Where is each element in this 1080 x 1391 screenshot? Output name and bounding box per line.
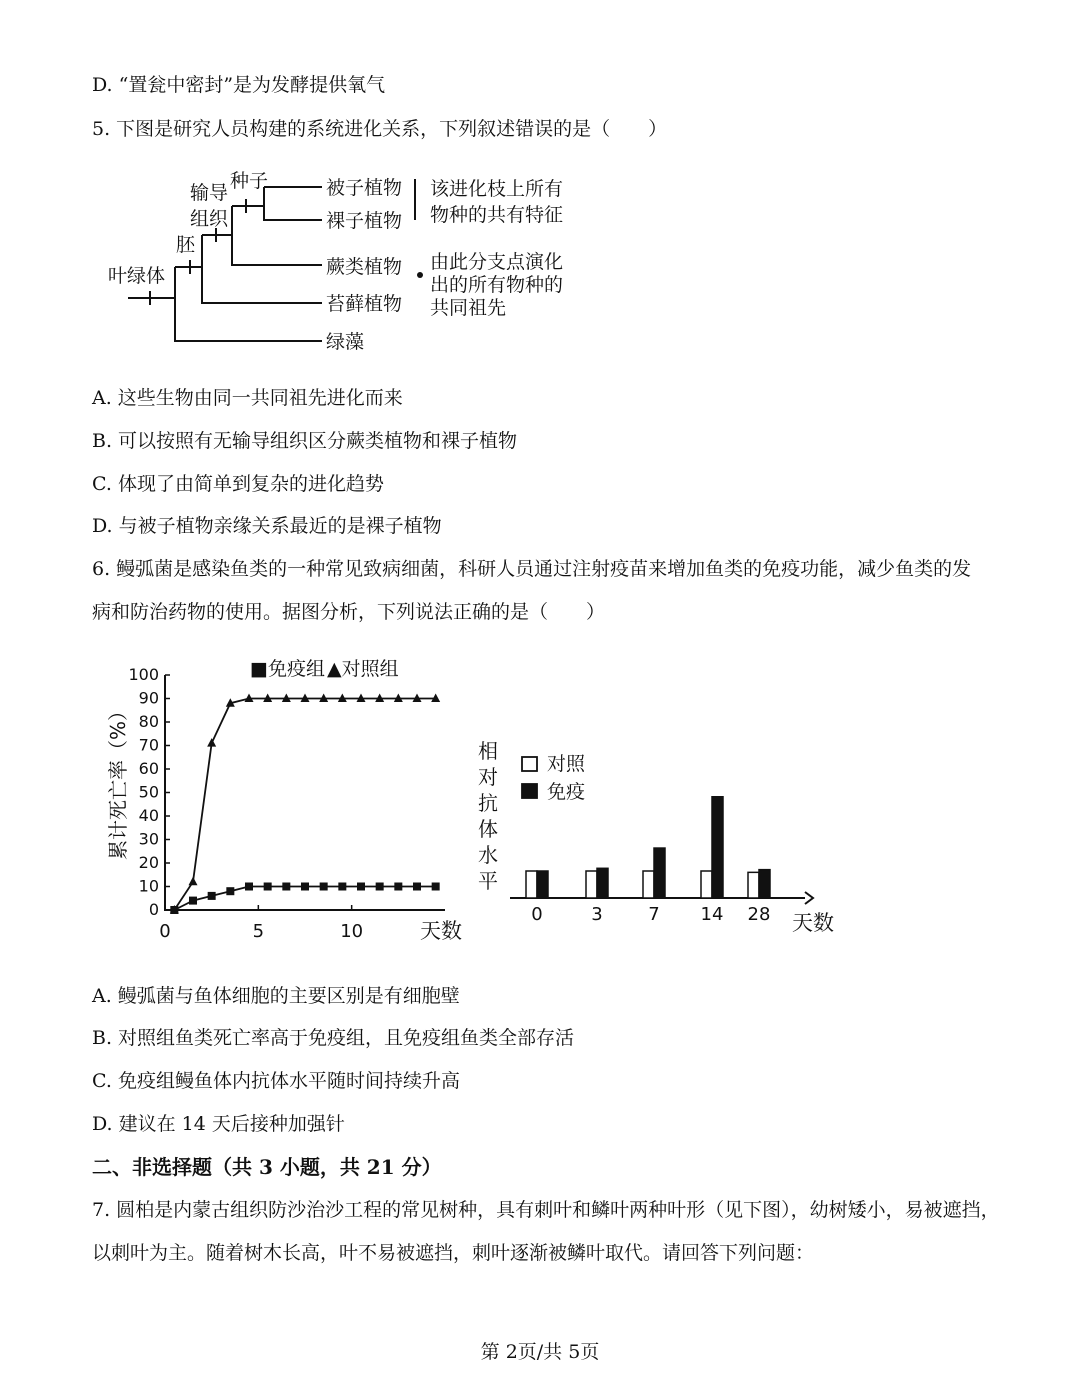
immune-bar <box>759 870 770 898</box>
taxon-green-algae: 绿藻 <box>326 331 365 353</box>
q6-option-c: C. 免疫组鳗鱼体内抗体水平随时间持续升高 <box>92 1070 460 1092</box>
immune-data-point <box>226 887 234 895</box>
bar-x-tick-label: 14 <box>700 904 724 925</box>
previous-option-d: D. “置瓮中密封”是为发酵提供氧气 <box>92 74 386 96</box>
immune-data-point <box>394 883 402 891</box>
immune-data-point <box>282 883 290 891</box>
control-bar <box>586 871 597 898</box>
y-tick-label: 30 <box>138 829 159 849</box>
immune-data-point <box>320 883 328 891</box>
series-line-triangle <box>174 699 435 911</box>
q5-option-a: A. 这些生物由同一共同祖先进化而来 <box>92 387 403 409</box>
immune-data-point <box>245 883 253 891</box>
bar-x-tick-label: 28 <box>747 904 771 925</box>
control-data-point <box>189 877 198 886</box>
control-bar <box>748 872 759 898</box>
bar-ylabel-char: 抗 <box>478 791 498 815</box>
note-ancestor-2: 出的所有物种的 <box>430 274 564 296</box>
bar-legend-control-swatch <box>522 757 537 771</box>
line-chart-xlabel: 天数 <box>420 919 462 943</box>
y-tick-label: 80 <box>138 712 159 731</box>
question-7-line-2: 以刺叶为主。随着树木长高，叶不易被遮挡，刺叶逐渐被鳞叶取代。请回答下列问题： <box>92 1242 815 1264</box>
note-shared-trait-1: 该进化枝上所有 <box>430 178 564 200</box>
control-bar <box>526 871 537 898</box>
trait-label-conduct-1: 输导 <box>190 182 229 204</box>
control-bar <box>701 871 712 898</box>
bar-x-tick-label: 0 <box>531 904 543 925</box>
line-chart-ylabel: 累计死亡率（%） <box>106 700 130 860</box>
bar-x-tick-label: 3 <box>591 904 603 925</box>
phylogenetic-tree-diagram <box>100 165 600 360</box>
immune-bar <box>597 868 608 898</box>
immune-data-point <box>208 892 216 900</box>
bar-chart-xlabel: 天数 <box>792 911 834 935</box>
immune-data-point <box>357 883 365 891</box>
immune-data-point <box>376 883 384 891</box>
y-tick-label: 40 <box>138 806 159 825</box>
immune-bar <box>654 848 665 898</box>
y-tick-label: 10 <box>138 876 159 896</box>
y-tick-label: 90 <box>138 688 159 708</box>
section-2-heading: 二、非选择题（共 3 小题，共 21 分） <box>92 1155 442 1179</box>
x-tick-label: 10 <box>340 921 364 942</box>
bar-ylabel-char: 水 <box>478 843 498 867</box>
immune-data-point <box>338 883 346 891</box>
line-chart-legend-immune: ■免疫组 <box>250 658 325 680</box>
taxon-angiosperm: 被子植物 <box>326 177 403 199</box>
note-shared-trait-2: 物种的共有特征 <box>430 204 564 226</box>
line-chart-legend-control: ▲对照组 <box>327 658 399 680</box>
note-ancestor-3: 共同祖先 <box>430 297 507 319</box>
line-chart-axes <box>165 675 445 910</box>
y-tick-label: 100 <box>128 665 159 684</box>
page-footer: 第 2页/共 5页 <box>480 1341 600 1363</box>
bar-ylabel-char: 体 <box>478 817 498 841</box>
y-tick-label: 20 <box>138 853 159 872</box>
antibody-bar-chart <box>470 730 850 945</box>
immune-data-point <box>301 883 309 891</box>
y-tick-label: 60 <box>138 759 159 778</box>
question-6-stem-line-2: 病和防治药物的使用。据图分析，下列说法正确的是（ ） <box>92 601 606 623</box>
question-7-line-1: 7. 圆柏是内蒙古组织防沙治沙工程的常见树种，具有刺叶和鳞叶两种叶形（见下图），幼树矮小，易被遮挡， <box>92 1199 1000 1221</box>
q6-option-d: D. 建议在 14 天后接种加强针 <box>92 1113 345 1135</box>
q5-option-c: C. 体现了由简单到复杂的进化趋势 <box>92 473 384 495</box>
bar-ylabel-char: 相 <box>478 739 498 763</box>
bar-x-tick-label: 7 <box>648 904 660 925</box>
y-tick-label: 50 <box>138 782 159 802</box>
bar-legend-immune-swatch <box>522 784 537 798</box>
q5-option-d: D. 与被子植物亲缘关系最近的是裸子植物 <box>92 515 442 537</box>
question-5-stem: 5. 下图是研究人员构建的系统进化关系，下列叙述错误的是（ ） <box>92 118 668 140</box>
y-tick-label: 70 <box>138 735 159 755</box>
immune-bar <box>537 871 548 898</box>
q6-option-a: A. 鳗弧菌与鱼体细胞的主要区别是有细胞壁 <box>92 985 460 1007</box>
immune-data-point <box>264 883 272 891</box>
bar-ylabel-char: 对 <box>478 765 498 789</box>
immune-data-point <box>413 883 421 891</box>
taxon-moss: 苔藓植物 <box>326 293 403 315</box>
trait-label-seed: 种子 <box>230 170 269 192</box>
trait-label-chloroplast: 叶绿体 <box>108 265 166 287</box>
note-ancestor-1: 由此分支点演化 <box>430 251 564 273</box>
immune-bar <box>712 797 723 898</box>
taxon-gymnosperm: 裸子植物 <box>326 210 403 232</box>
control-data-point <box>207 738 216 747</box>
q6-option-b: B. 对照组鱼类死亡率高于免疫组，且免疫组鱼类全部存活 <box>92 1027 575 1049</box>
immune-data-point <box>189 897 197 905</box>
bar-legend-control: 对照 <box>547 753 586 775</box>
y-tick-label: 0 <box>148 900 159 919</box>
question-6-stem-line-1: 6. 鳗弧菌是感染鱼类的一种常见致病细菌，科研人员通过注射疫苗来增加鱼类的免疫功能，减少鱼类的发 <box>92 558 972 580</box>
trait-label-conduct-2: 组织 <box>190 208 229 230</box>
bar-ylabel-char: 平 <box>478 869 498 893</box>
bar-legend-immune: 免疫 <box>547 781 586 803</box>
taxon-fern: 蕨类植物 <box>326 256 403 278</box>
control-bar <box>643 871 654 898</box>
immune-data-point <box>432 883 440 891</box>
trait-label-embryo: 胚 <box>176 234 196 256</box>
mortality-line-chart <box>95 650 475 950</box>
x-tick-label: 5 <box>252 921 265 942</box>
q5-option-b: B. 可以按照有无输导组织区分蕨类植物和裸子植物 <box>92 430 518 452</box>
x-tick-label: 0 <box>159 921 171 942</box>
